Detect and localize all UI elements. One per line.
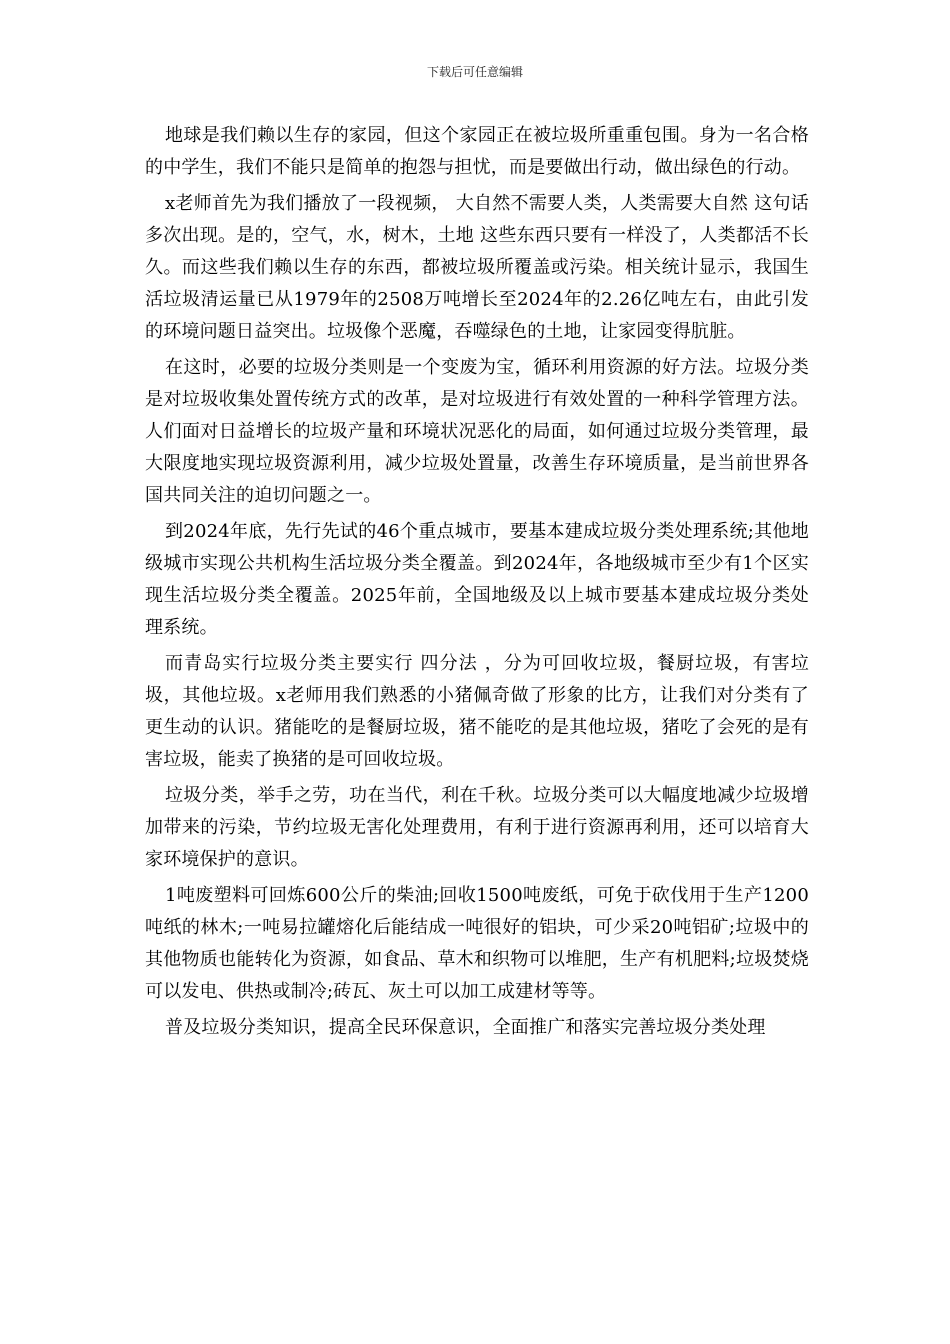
- header-note: 下载后可任意编辑: [426, 65, 523, 79]
- paragraph-2: x老师首先为我们播放了一段视频， 大自然不需要人类，人类需要大自然 这句话多次出现。是的，空气，水，树木，土地 这些东西只要有一样没了，人类都活不长久。而这些我们赖以生存的东西，都被垃圾所覆盖或污染。相关统计显示，我国生活垃圾清运量已从1979年的2508万吨增长至2024年的2.26亿吨左右，由此引发的环境问题日益突出。垃圾像个恶魔，吞噬绿色的土地，让家园变得肮脏。: [145, 193, 809, 342]
- paragraph-6: 垃圾分类，举手之劳，功在当代，利在千秋。垃圾分类可以大幅度地减少垃圾增加带来的污染，节约垃圾无害化处理费用，有利于进行资源再利用，还可以培育大家环境保护的意识。: [145, 785, 809, 870]
- paragraph-5: 而青岛实行垃圾分类主要实行 四分法 ，分为可回收垃圾，餐厨垃圾，有害垃圾，其他垃圾。x老师用我们熟悉的小猪佩奇做了形象的比方，让我们对分类有了更生动的认识。猪能吃的是餐厨垃圾，猪不能吃的是其他垃圾，猪吃了会死的是有害垃圾，能卖了换猪的是可回收垃圾。: [145, 653, 809, 770]
- document-body: [145, 120, 809, 1048]
- paragraph-8: 普及垃圾分类知识，提高全民环保意识，全面推广和落实完善垃圾分类处理: [165, 1017, 766, 1038]
- paragraph-7: 1吨废塑料可回炼600公斤的柴油;回收1500吨废纸，可免于砍伐用于生产1200吨纸的林木;一吨易拉罐熔化后能结成一吨很好的铝块，可少采20吨铝矿;垃圾中的其他物质也能转化为资源，如食品、草木和织物可以堆肥，生产有机肥料;垃圾焚烧可以发电、供热或制冷;砖瓦、灰土可以加工成建材等等。: [145, 885, 809, 1002]
- paragraph-4: 到2024年底，先行先试的46个重点城市，要基本建成垃圾分类处理系统;其他地级城市实现公共机构生活垃圾分类全覆盖。到2024年，各地级城市至少有1个区实现生活垃圾分类全覆盖。2025年前，全国地级及以上城市要基本建成垃圾分类处理系统。: [145, 521, 809, 638]
- paragraph-1: 地球是我们赖以生存的家园，但这个家园正在被垃圾所重重包围。身为一名合格的中学生，我们不能只是简单的抱怨与担忧，而是要做出行动，做出绿色的行动。: [145, 125, 809, 178]
- paragraph-3: 在这时，必要的垃圾分类则是一个变废为宝，循环利用资源的好方法。垃圾分类是对垃圾收集处置传统方式的改革，是对垃圾进行有效处置的一种科学管理方法。人们面对日益增长的垃圾产量和环境状况恶化的局面，如何通过垃圾分类管理，最大限度地实现垃圾资源利用，减少垃圾处置量，改善生存环境质量，是当前世界各国共同关注的迫切问题之一。: [145, 357, 809, 506]
